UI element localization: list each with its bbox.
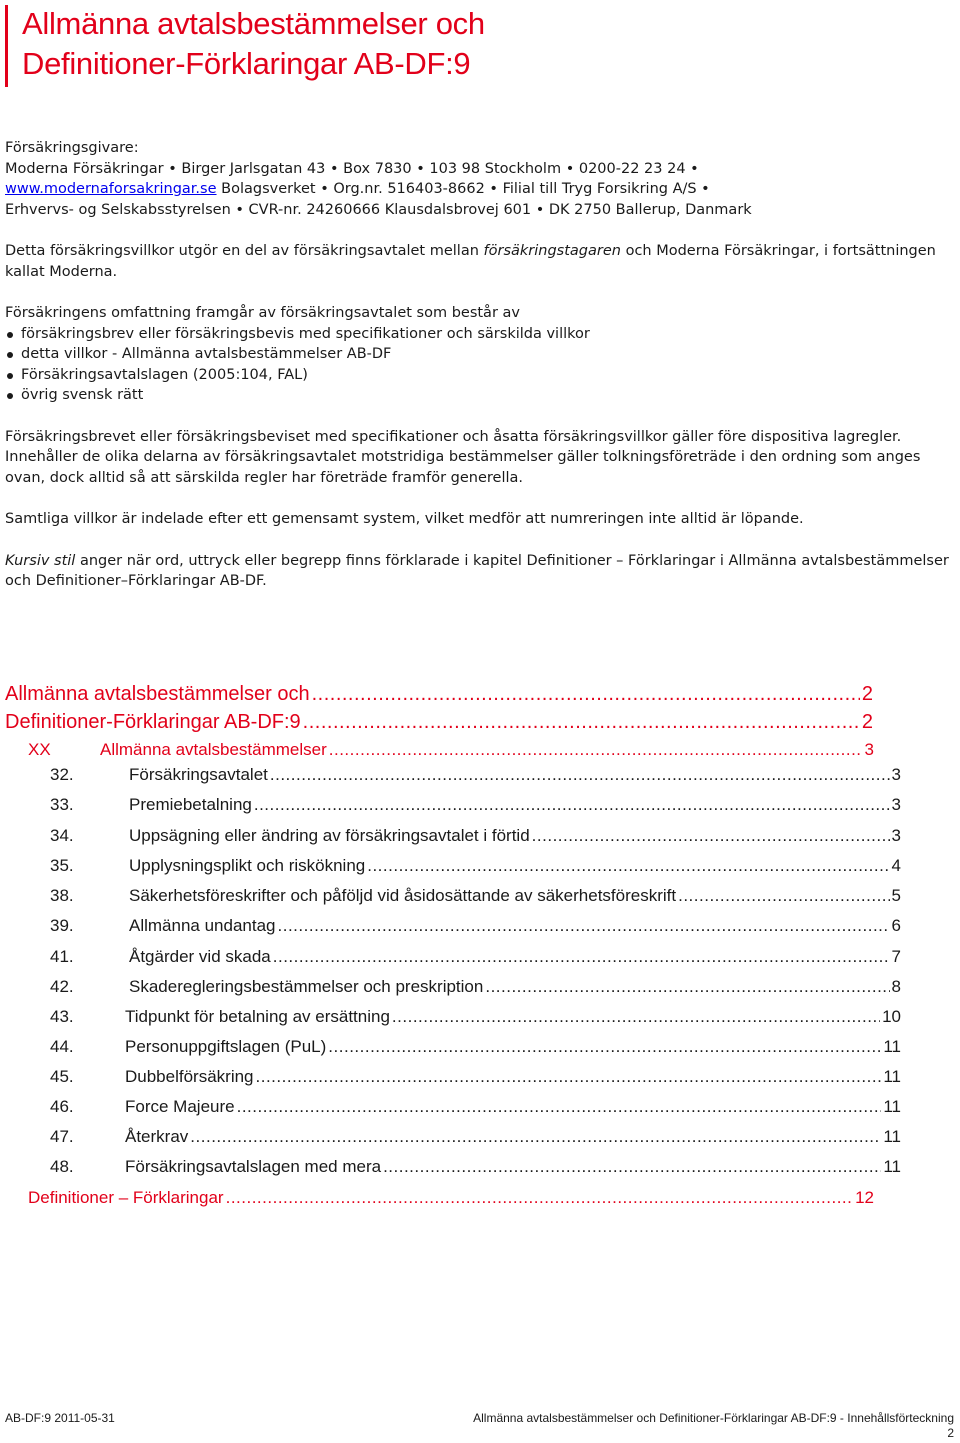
- toc-entry-page: 11: [883, 1037, 901, 1056]
- toc-entry-page: 11: [883, 1097, 901, 1116]
- insurer-address: Moderna Försäkringar • Birger Jarlsgatan 43 • Box 7830 • 103 98 Stockholm • 0200-22 23 24 •: [5, 160, 699, 177]
- toc-entry-number: 47.: [50, 1127, 74, 1146]
- toc-entry-label: Tidpunkt för betalning av ersättning: [125, 1007, 390, 1026]
- toc-entry-label: Försäkringsavtalet: [129, 765, 268, 784]
- intro-text-1: Detta försäkringsvillkor utgör en del av försäkringsavtalet mellan: [5, 243, 484, 259]
- title-line-1: Allmänna avtalsbestämmelser och: [22, 6, 485, 41]
- page-title: [22, 4, 485, 84]
- toc-entry[interactable]: [5, 683, 873, 711]
- toc-entry-number: 39.: [50, 916, 74, 935]
- toc-entry[interactable]: [28, 740, 874, 764]
- intro-paragraph: [5, 241, 950, 282]
- toc-entry-page: 3: [891, 765, 901, 784]
- insurer-danish-registration: Erhvervs- og Selskabsstyrelsen • CVR-nr. 24260666 Klausdalsbrovej 601 • DK 2750 Ballerup, Danmark: [5, 201, 752, 218]
- list-item: försäkringsbrev eller försäkringsbevis med specifikationer och särskilda villkor: [5, 324, 950, 345]
- toc-entry[interactable]: [50, 916, 901, 940]
- list-item: detta villkor - Allmänna avtalsbestämmelser AB-DF: [5, 344, 950, 365]
- toc-entry-label: Personuppgiftslagen (PuL): [125, 1037, 327, 1056]
- toc-entry-label: Allmänna avtalsbestämmelser och: [5, 683, 310, 705]
- toc-entry-number: 38.: [50, 886, 74, 905]
- list-item: övrig svensk rätt: [5, 385, 950, 406]
- toc-entry-page: 11: [883, 1067, 901, 1086]
- toc-entry[interactable]: [50, 1127, 901, 1151]
- toc-entry-page: 7: [891, 947, 901, 966]
- toc-entry[interactable]: [50, 886, 901, 910]
- toc-entry-number: 46.: [50, 1097, 74, 1116]
- toc-entry-number: 33.: [50, 795, 74, 814]
- toc-entry-label: Allmänna avtalsbestämmelser: [100, 740, 327, 759]
- insurer-label: Försäkringsgivare:: [5, 140, 139, 156]
- toc-entry-label: Dubbelförsäkring: [125, 1067, 254, 1086]
- italic-note-paragraph: [5, 551, 950, 592]
- precedence-paragraph: Försäkringsbrevet eller försäkringsbeviset med specifikationer och åsatta försäkringsvillkor gäller före dispositiva lagregler. Innehåller de olika delarna av försäkringsavtalet motstridiga bestämmelser gäller tolkningsföreträde i den ordning som anges ovan, dock alltid så att särskilda regler har företräde framför generella.: [5, 428, 921, 486]
- toc-entry-number: 44.: [50, 1037, 74, 1056]
- toc-entry-label: Definitioner – Förklaringar: [28, 1188, 224, 1207]
- toc-entry-page: 6: [891, 916, 901, 935]
- toc-entry-page: 3: [891, 795, 901, 814]
- toc-entry[interactable]: [50, 1067, 901, 1091]
- toc-entry-number: 35.: [50, 856, 74, 875]
- toc-entry-label: Återkrav: [125, 1127, 189, 1146]
- toc-entry-label: Försäkringsavtalslagen med mera: [125, 1157, 382, 1176]
- website-link[interactable]: www.modernaforsakringar.se: [5, 181, 217, 197]
- toc-entry-page: 3: [891, 826, 901, 845]
- toc-entry-label: Force Majeure: [125, 1097, 235, 1116]
- footer-document-id: AB-DF:9 2011-05-31: [5, 1411, 115, 1425]
- toc-entry-label: Uppsägning eller ändring av försäkringsavtalet i förtid: [129, 826, 530, 845]
- toc-entry[interactable]: [50, 765, 901, 789]
- toc-entry-label: Säkerhetsföreskrifter och påföljd vid åsidosättande av säkerhetsföreskrift: [129, 886, 677, 905]
- toc-entry-label: Upplysningsplikt och riskökning: [129, 856, 366, 875]
- toc-entry[interactable]: [50, 856, 901, 880]
- footer-page-number: 2: [947, 1426, 954, 1440]
- toc-entry-page: 12: [855, 1188, 874, 1207]
- toc-entry-number: 34.: [50, 826, 74, 845]
- toc-entry[interactable]: [50, 826, 901, 850]
- numbering-paragraph: Samtliga villkor är indelade efter ett gemensamt system, vilket medför att numreringen inte alltid är löpande.: [5, 511, 804, 527]
- toc-entry-number: XX: [28, 740, 51, 759]
- toc-entry[interactable]: [50, 795, 901, 819]
- scope-lead: Försäkringens omfattning framgår av försäkringsavtalet som består av: [5, 305, 520, 321]
- toc-entry-page: 4: [891, 856, 901, 875]
- toc-entry-number: 43.: [50, 1007, 74, 1026]
- toc-entry[interactable]: [50, 1157, 901, 1181]
- toc-entry-label: Premiebetalning: [129, 795, 252, 814]
- toc-entry[interactable]: [50, 1007, 901, 1031]
- intro-italic-term: försäkringstagaren: [483, 243, 621, 259]
- toc-entry-page: 11: [883, 1157, 901, 1176]
- insurer-registration: [5, 179, 950, 200]
- toc-entry-number: 45.: [50, 1067, 74, 1086]
- toc-entry-label: Definitioner-Förklaringar AB-DF:9: [5, 711, 301, 733]
- toc-entry-number: 42.: [50, 977, 74, 996]
- toc-entry-page: 8: [891, 977, 901, 996]
- toc-entry-page: 2: [861, 683, 873, 705]
- toc-entry[interactable]: [28, 1188, 874, 1212]
- toc-entry-page: 2: [861, 711, 873, 733]
- toc-entry[interactable]: [50, 1097, 901, 1121]
- toc-entry-page: 5: [891, 886, 901, 905]
- footer-document-title: Allmänna avtalsbestämmelser och Definitioner-Förklaringar AB-DF:9 - Innehållsförteckning: [473, 1411, 954, 1425]
- toc-entry[interactable]: [50, 947, 901, 971]
- document-body: [5, 138, 950, 592]
- scope-list: [5, 324, 950, 406]
- toc-entry-label: Åtgärder vid skada: [129, 947, 271, 966]
- toc-entry[interactable]: [50, 1037, 901, 1061]
- toc-entry-page: 3: [864, 740, 874, 759]
- italic-note-term: Kursiv stil: [5, 552, 76, 569]
- toc-entry-label: Allmänna undantag: [129, 916, 276, 935]
- toc-entry-page: 11: [883, 1127, 901, 1146]
- list-item: Försäkringsavtalslagen (2005:104, FAL): [5, 365, 950, 386]
- toc-entry[interactable]: [5, 711, 873, 739]
- toc-entry-number: 41.: [50, 947, 74, 966]
- toc-entry[interactable]: [50, 977, 901, 1001]
- title-line-2: Definitioner-Förklaringar AB-DF:9: [22, 46, 471, 81]
- italic-note-text: anger när ord, uttryck eller begrepp finns förklarade i kapitel Definitioner – Förklaringar i Allmänna avtalsbestämmelser och Definitioner–Förklaringar AB-DF.: [5, 552, 949, 589]
- insurer-registration-text: Bolagsverket • Org.nr. 516403-8662 • Filial till Tryg Forsikring A/S •: [216, 181, 710, 197]
- intro-text-2: och Moderna Försäkringar, i fortsättningen kallat Moderna.: [5, 243, 936, 280]
- toc-entry-page: 10: [882, 1007, 901, 1026]
- title-accent-bar: [5, 5, 8, 87]
- toc-entry-number: 48.: [50, 1157, 74, 1176]
- toc-entry-label: Skaderegleringsbestämmelser och preskription: [129, 977, 484, 996]
- toc-entry-number: 32.: [50, 765, 74, 784]
